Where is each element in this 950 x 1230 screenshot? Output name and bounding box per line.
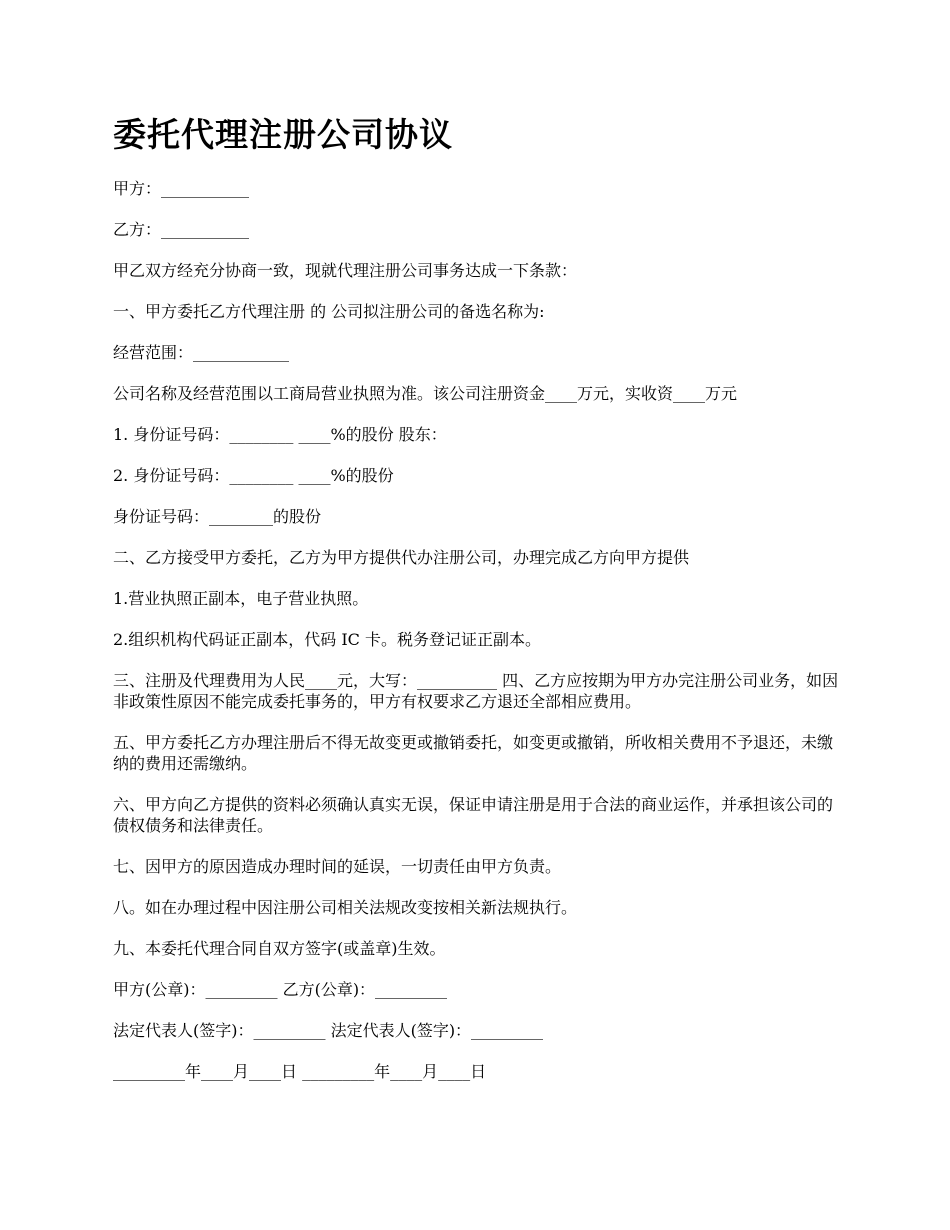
clause-6: 六、甲方向乙方提供的资料必须确认真实无误，保证申请注册是用于合法的商业运作，并承担该公司的债权债务和法律责任。	[113, 795, 834, 835]
clause-9: 九、本委托代理合同自双方签字(或盖章)生效。	[113, 939, 446, 958]
date-line: _________年____月____日 _________年____月____日	[113, 1062, 487, 1081]
clause-1: 一、甲方委托乙方代理注册 的 公司拟注册公司的备选名称为:	[113, 302, 545, 321]
clause-8: 八。如在办理过程中因注册公司相关法规改变按相关新法规执行。	[113, 898, 578, 917]
shareholder-1-line: 1. 身份证号码：________ ____%的股份 股东：	[113, 425, 447, 444]
clause-7: 七、因甲方的原因造成办理时间的延误，一切责任由甲方负责。	[113, 857, 562, 876]
clause-3-4: 三、注册及代理费用为人民____元，大写：__________ 四、乙方应按期为甲方办完注册公司业务，如因非政策性原因不能完成委托事务的，甲方有权要求乙方退还全部相应费用。	[113, 671, 839, 711]
shareholder-2-line: 2. 身份证号码：________ ____%的股份	[113, 466, 394, 485]
registered-capital-line: 公司名称及经营范围以工商局营业执照为准。该公司注册资金____万元，实收资____万元	[113, 384, 738, 403]
shareholder-3-line: 身份证号码：________的股份	[113, 507, 322, 526]
document-title: 委托代理注册公司协议	[113, 115, 453, 154]
document-body	[113, 178, 845, 1102]
clause-2: 二、乙方接受甲方委托，乙方为甲方提供代办注册公司，办理完成乙方向甲方提供	[113, 548, 690, 567]
agreement-intro: 甲乙双方经充分协商一致，现就代理注册公司事务达成一下条款：	[113, 261, 578, 280]
party-b-line: 乙方：___________	[113, 220, 250, 239]
deliverable-1: 1.营业执照正副本，电子营业执照。	[113, 589, 369, 608]
deliverable-2: 2.组织机构代码证正副本，代码 IC 卡。税务登记证正副本。	[113, 630, 542, 649]
party-a-line: 甲方：___________	[113, 179, 250, 198]
clause-5: 五、甲方委托乙方办理注册后不得无故变更或撤销委托，如变更或撤销，所收相关费用不予退还，未缴纳的费用还需缴纳。	[113, 733, 834, 773]
seal-line: 甲方(公章)：_________ 乙方(公章)：_________	[113, 980, 448, 999]
business-scope-line: 经营范围：____________	[113, 343, 290, 362]
legal-representative-line: 法定代表人(签字)：_________ 法定代表人(签字)：_________	[113, 1021, 544, 1040]
